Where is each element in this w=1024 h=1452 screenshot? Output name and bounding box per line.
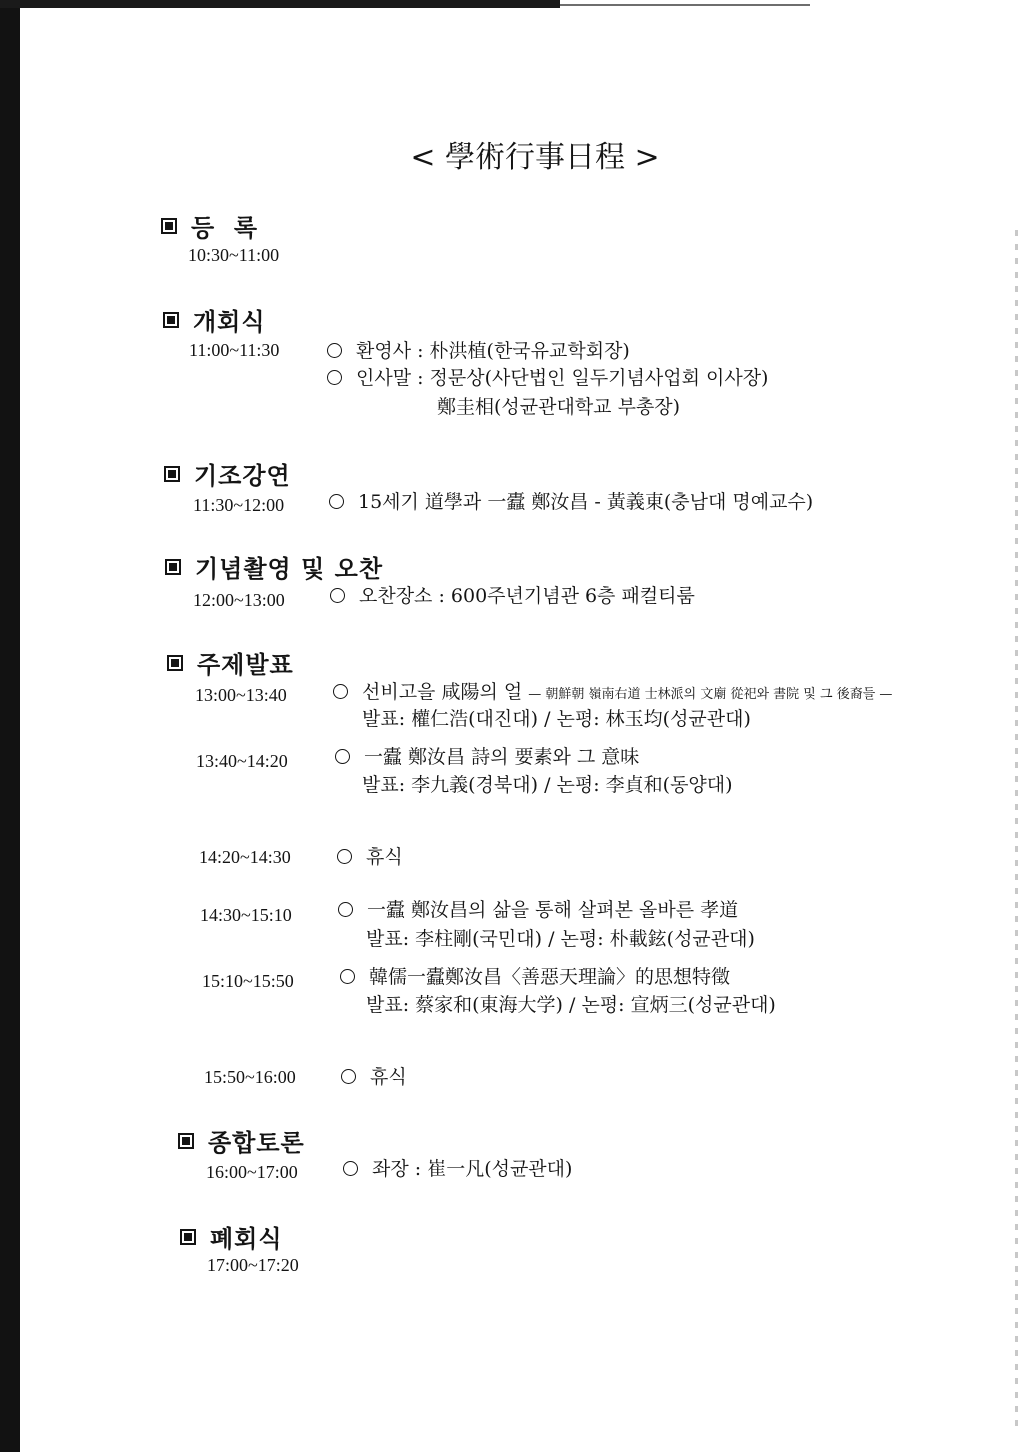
scan-top-edge-thin <box>560 4 810 6</box>
program-line <box>327 363 768 390</box>
topic-title: 韓儒一蠹鄭汝昌〈善惡天理論〉的思想特徵 <box>369 966 731 988</box>
circle-bullet-icon <box>327 370 342 385</box>
section-heading: 폐회식 <box>210 1224 283 1253</box>
section-closing <box>180 1219 283 1254</box>
program-line <box>343 1154 572 1181</box>
line-text: 좌장 : 崔一凡(성균관대) <box>372 1158 573 1180</box>
section-heading: 기념촬영 및 오찬 <box>195 554 383 583</box>
time-slot: 11:00~11:30 <box>189 340 280 360</box>
section-heading: 종합토론 <box>208 1128 305 1157</box>
topic-title: 一蠹 鄭汝昌 詩의 要素와 그 意味 <box>364 746 640 768</box>
circle-bullet-icon <box>335 749 350 764</box>
time-slot: 17:00~17:20 <box>207 1255 299 1275</box>
circle-bullet-icon <box>338 902 353 917</box>
square-bullet-icon <box>167 655 183 671</box>
program-line <box>337 842 403 869</box>
page-title: < 學術行事日程 > <box>410 140 660 175</box>
square-bullet-icon <box>163 312 179 328</box>
line-text: 15세기 道學과 一蠹 鄭汝昌 - 黃義東(충남대 명예교수) <box>358 491 814 513</box>
scan-right-edge <box>1015 230 1018 1430</box>
square-bullet-icon <box>164 466 180 482</box>
time-slot: 14:30~15:10 <box>200 905 292 925</box>
line-text: 휴식 <box>366 846 403 868</box>
scan-top-edge <box>0 0 560 8</box>
section-heading: 기조강연 <box>194 461 291 490</box>
circle-bullet-icon <box>341 1069 356 1084</box>
scan-left-edge <box>0 0 20 1452</box>
time-slot: 14:20~14:30 <box>199 847 291 867</box>
section-photo-lunch <box>165 549 383 584</box>
circle-bullet-icon <box>337 849 352 864</box>
time-slot: 16:00~17:00 <box>206 1162 298 1182</box>
program-line <box>333 677 892 704</box>
program-line <box>338 895 738 922</box>
line-text: 환영사 : 朴洪植(한국유교학회장) <box>356 340 630 362</box>
square-bullet-icon <box>180 1229 196 1245</box>
topic-title: 一蠹 鄭汝昌의 삶을 통해 살펴본 올바른 孝道 <box>367 899 739 921</box>
circle-bullet-icon <box>329 494 344 509</box>
circle-bullet-icon <box>340 969 355 984</box>
section-registration <box>161 208 258 243</box>
program-line <box>335 742 639 769</box>
square-bullet-icon <box>161 218 177 234</box>
time-slot: 15:10~15:50 <box>202 971 294 991</box>
section-heading: 개회식 <box>193 307 266 336</box>
presenters-line: 발표: 李九義(경북대) / 논평: 李貞和(동양대) <box>362 774 733 796</box>
topic-subtitle: — 朝鮮朝 嶺南右道 士林派의 文廟 從祀와 書院 및 그 後裔들 — <box>528 687 893 702</box>
program-line <box>330 581 695 608</box>
time-slot: 13:40~14:20 <box>196 751 288 771</box>
time-slot: 12:00~13:00 <box>193 590 285 610</box>
time-slot: 13:00~13:40 <box>195 685 287 705</box>
section-keynote <box>164 456 291 491</box>
square-bullet-icon <box>165 559 181 575</box>
line-text: 인사말 : 정문상(사단법인 일두기념사업회 이사장) <box>356 367 769 389</box>
presenters-line: 발표: 李柱剛(국민대) / 논평: 朴載鉉(성균관대) <box>366 928 755 950</box>
presenters-line: 발표: 蔡家和(東海大学) / 논평: 宣炳三(성균관대) <box>366 994 776 1016</box>
circle-bullet-icon <box>330 588 345 603</box>
circle-bullet-icon <box>333 684 348 699</box>
program-line <box>340 962 730 989</box>
section-presentations <box>167 645 294 680</box>
program-line <box>341 1062 407 1089</box>
presenters-line: 발표: 權仁浩(대진대) / 논평: 林玉均(성균관대) <box>362 708 751 730</box>
section-heading: 등 록 <box>191 213 259 242</box>
topic-title: 선비고을 咸陽의 얼 <box>362 681 523 703</box>
program-line <box>327 336 630 363</box>
circle-bullet-icon <box>327 343 342 358</box>
section-general-discussion <box>178 1123 305 1158</box>
time-slot: 10:30~11:00 <box>188 245 280 265</box>
line-text: 휴식 <box>370 1066 407 1088</box>
time-slot: 15:50~16:00 <box>204 1067 296 1087</box>
square-bullet-icon <box>178 1133 194 1149</box>
section-heading: 주제발표 <box>197 650 294 679</box>
line-text: 오찬장소 : 600주년기념관 6층 패컬티룸 <box>359 585 695 607</box>
time-slot: 11:30~12:00 <box>193 495 285 515</box>
circle-bullet-icon <box>343 1161 358 1176</box>
program-line <box>329 487 813 514</box>
section-opening <box>163 302 266 337</box>
program-line: 鄭圭相(성균관대학교 부총장) <box>437 396 681 418</box>
